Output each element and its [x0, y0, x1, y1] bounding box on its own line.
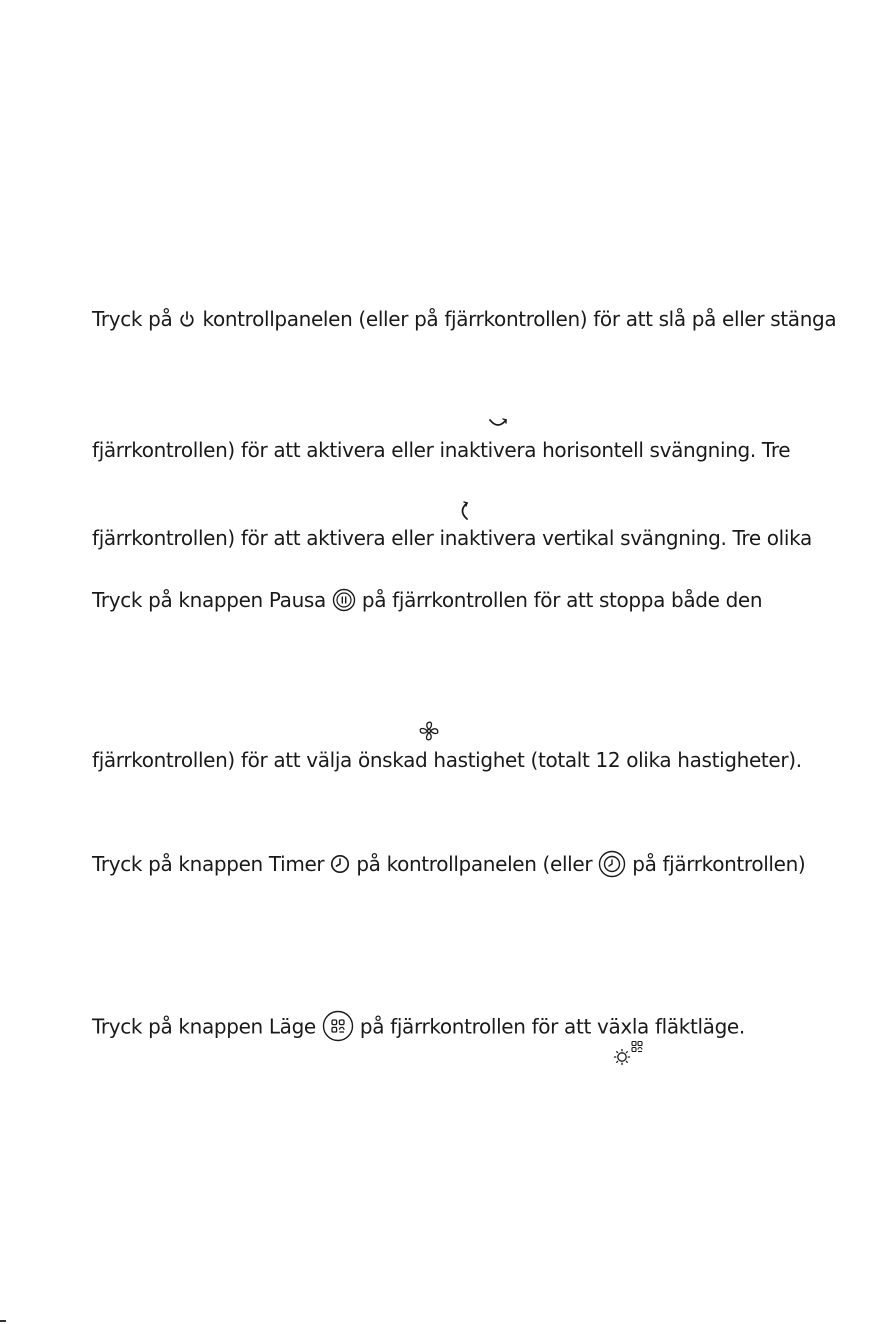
pause-icon — [332, 588, 356, 612]
power-line-end: kontrollpanelen (eller på fjärrkontrollen) för att slå på eller stänga — [196, 307, 837, 331]
natural-wind-icon — [612, 1040, 648, 1068]
horizontal-swing-icon — [487, 417, 509, 429]
pause-line-start: Tryck på knappen Pausa — [92, 588, 332, 612]
pause-line-end: på fjärrkontrollen för att stoppa både den — [355, 588, 763, 612]
vertical-swing-icon — [458, 500, 470, 522]
timer-line-middle: på kontrollpanelen (eller — [350, 852, 599, 876]
fan-icon — [418, 720, 440, 742]
mode-icon — [322, 1010, 354, 1042]
text-line-timer — [92, 850, 805, 880]
page-edge-mark — [0, 1320, 6, 1322]
timer-line-end: på fjärrkontrollen) — [626, 852, 806, 876]
timer-line-start: Tryck på knappen Timer — [92, 852, 331, 876]
power-line-start: Tryck på — [92, 307, 179, 331]
mode-line-end: på fjärrkontrollen för att växla fläktläge. — [353, 1014, 745, 1039]
power-icon — [178, 310, 196, 328]
timer-icon — [330, 854, 350, 874]
text-line-horizontal: fjärrkontrollen) för att aktivera eller inaktivera horisontell svängning. Tre — [92, 438, 791, 462]
mode-line-start: Tryck på knappen Läge — [92, 1014, 322, 1039]
text-line-vertical: fjärrkontrollen) för att aktivera eller inaktivera vertikal svängning. Tre olika — [92, 526, 812, 550]
text-line-pause — [92, 586, 762, 614]
text-line-speed: fjärrkontrollen) för att välja önskad hastighet (totalt 12 olika hastigheter). — [92, 748, 802, 772]
timer-circle-icon — [598, 850, 626, 878]
text-line-power — [92, 305, 836, 333]
